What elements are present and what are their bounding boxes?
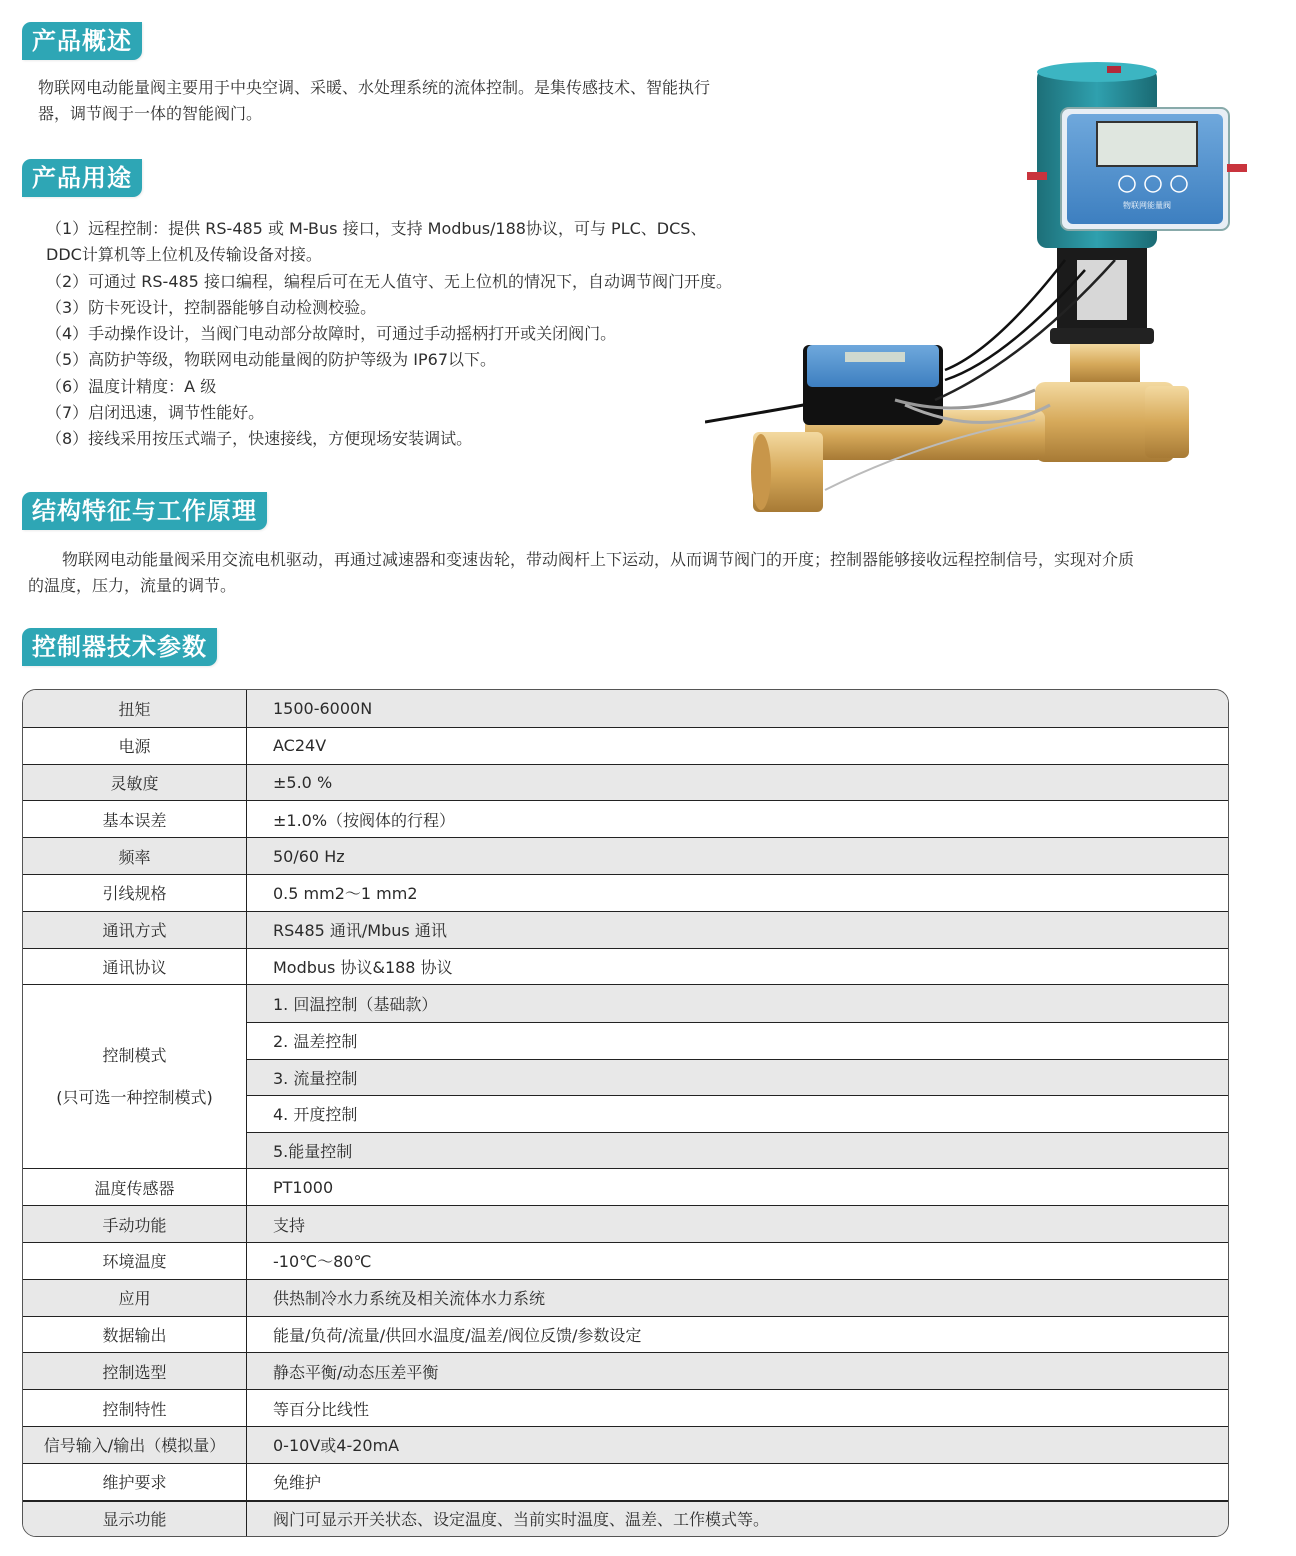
spec-value: 等百分比线性 bbox=[273, 1399, 370, 1419]
product-panel-label: 物联网能量阀 bbox=[1123, 201, 1171, 210]
control-mode-label-line-1: 控制模式 bbox=[102, 1045, 167, 1065]
spec-label: 控制特性 bbox=[23, 1390, 247, 1426]
uses-item-4: （4）手动操作设计，当阀门电动部分故障时，可通过手动摇柄打开或关闭阀门。 bbox=[46, 324, 617, 344]
control-mode-option: 1. 回温控制（基础款） bbox=[247, 985, 1228, 1022]
spec-label: 维护要求 bbox=[23, 1464, 247, 1500]
spec-label: 频率 bbox=[23, 838, 247, 874]
spec-value: 免维护 bbox=[273, 1473, 322, 1493]
spec-value: 阀门可显示开关状态、设定温度、当前实时温度、温差、工作模式等。 bbox=[273, 1510, 770, 1530]
spec-value: 支持 bbox=[273, 1215, 306, 1235]
spec-label: 引线规格 bbox=[23, 875, 247, 911]
spec-value: Modbus 协议&188 协议 bbox=[273, 957, 453, 977]
spec-value: 0-10V或4-20mA bbox=[273, 1436, 400, 1456]
spec-label: 扭矩 bbox=[23, 690, 247, 727]
section-title-specs: 控制器技术参数 bbox=[22, 628, 217, 666]
structure-line-2: 的温度，压力，流量的调节。 bbox=[28, 576, 237, 595]
section-title-overview: 产品概述 bbox=[22, 22, 142, 60]
section-title-structure: 结构特征与工作原理 bbox=[22, 492, 267, 530]
spec-label: 显示功能 bbox=[23, 1502, 247, 1537]
uses-item-5: （5）高防护等级，物联网电动能量阀的防护等级为 IP67以下。 bbox=[46, 350, 496, 370]
spec-value: 供热制冷水力系统及相关流体水力系统 bbox=[273, 1289, 546, 1309]
table-row bbox=[23, 800, 1228, 837]
table-row bbox=[23, 1389, 1228, 1426]
spec-value: ±5.0 % bbox=[273, 772, 333, 792]
table-row bbox=[23, 1463, 1228, 1500]
spec-value: ±1.0%（按阀体的行程） bbox=[273, 810, 456, 830]
uses-item-3: （3）防卡死设计，控制器能够自动检测校验。 bbox=[46, 297, 377, 317]
control-mode-option: 2. 温差控制 bbox=[247, 1022, 1228, 1059]
section-title-uses: 产品用途 bbox=[22, 159, 142, 197]
spec-value: 1500-6000N bbox=[273, 698, 373, 718]
spec-label: 灵敏度 bbox=[23, 765, 247, 801]
spec-label: 基本误差 bbox=[23, 801, 247, 837]
overview-line-2: 器，调节阀于一体的智能阀门。 bbox=[38, 104, 263, 123]
control-mode-group bbox=[23, 984, 1228, 1168]
table-row bbox=[23, 948, 1228, 985]
spec-label: 电源 bbox=[23, 728, 247, 764]
table-row bbox=[23, 1242, 1228, 1279]
uses-item-1: （1）远程控制：提供 RS-485 或 M-Bus 接口，支持 Modbus/188协议，可与 PLC、DCS、 DDC计算机等上位机及传输设备对接。 bbox=[46, 219, 707, 265]
structure-line-1: 物联网电动能量阀采用交流电机驱动，再通过减速器和变速齿轮，带动阀杆上下运动，从而调节阀门的开度；控制器能够接收远程控制信号，实现对介质 bbox=[62, 550, 1135, 569]
spec-value: 0.5 mm2～1 mm2 bbox=[273, 884, 418, 904]
spec-label: 通讯方式 bbox=[23, 912, 247, 948]
spec-value: -10℃～80℃ bbox=[273, 1252, 372, 1272]
uses-list bbox=[46, 216, 786, 453]
table-row bbox=[23, 764, 1228, 801]
structure-text bbox=[28, 547, 1248, 599]
spec-label: 信号输入/输出（模拟量） bbox=[23, 1427, 247, 1463]
spec-label: 数据输出 bbox=[23, 1317, 247, 1353]
uses-item-6: （6）温度计精度：A 级 bbox=[46, 376, 217, 396]
table-row bbox=[23, 1205, 1228, 1242]
control-mode-option: 5.能量控制 bbox=[247, 1132, 1228, 1169]
table-row bbox=[23, 874, 1228, 911]
spec-label: 手动功能 bbox=[23, 1206, 247, 1242]
spec-label: 环境温度 bbox=[23, 1243, 247, 1279]
spec-value: AC24V bbox=[273, 736, 327, 756]
uses-item-7: （7）启闭迅速，调节性能好。 bbox=[46, 403, 265, 423]
table-row bbox=[23, 727, 1228, 764]
table-row bbox=[23, 1279, 1228, 1316]
table-row bbox=[23, 690, 1228, 727]
spec-value: PT1000 bbox=[273, 1177, 334, 1197]
control-mode-label-line-2: (只可选一种控制模式) bbox=[56, 1087, 213, 1107]
table-row bbox=[23, 1426, 1228, 1463]
control-mode-option: 3. 流量控制 bbox=[247, 1059, 1228, 1096]
overview-text bbox=[38, 75, 798, 127]
spec-value: 50/60 Hz bbox=[273, 846, 345, 866]
table-row bbox=[23, 1316, 1228, 1353]
control-mode-options bbox=[247, 985, 1228, 1168]
spec-table bbox=[22, 689, 1229, 1537]
table-row bbox=[23, 911, 1228, 948]
spec-value: 静态平衡/动态压差平衡 bbox=[273, 1362, 439, 1382]
spec-label: 应用 bbox=[23, 1280, 247, 1316]
table-row bbox=[23, 1352, 1228, 1389]
spec-label: 温度传感器 bbox=[23, 1169, 247, 1205]
uses-item-8: （8）接线采用按压式端子，快速接线，方便现场安装调试。 bbox=[46, 429, 473, 449]
spec-label: 通讯协议 bbox=[23, 949, 247, 985]
product-image bbox=[705, 60, 1265, 520]
spec-value: RS485 通讯/Mbus 通讯 bbox=[273, 921, 447, 941]
table-row bbox=[23, 1500, 1228, 1537]
control-mode-option: 4. 开度控制 bbox=[247, 1095, 1228, 1132]
spec-value: 能量/负荷/流量/供回水温度/温差/阀位反馈/参数设定 bbox=[273, 1325, 642, 1345]
table-row bbox=[23, 1168, 1228, 1205]
spec-label: 控制选型 bbox=[23, 1353, 247, 1389]
uses-item-2: （2）可通过 RS-485 接口编程，编程后可在无人值守、无上位机的情况下，自动调节阀门开度。 bbox=[46, 271, 732, 291]
control-mode-label bbox=[23, 985, 247, 1168]
table-row bbox=[23, 837, 1228, 874]
overview-line-1: 物联网电动能量阀主要用于中央空调、采暖、水处理系统的流体控制。是集传感技术、智能执行 bbox=[38, 78, 711, 97]
